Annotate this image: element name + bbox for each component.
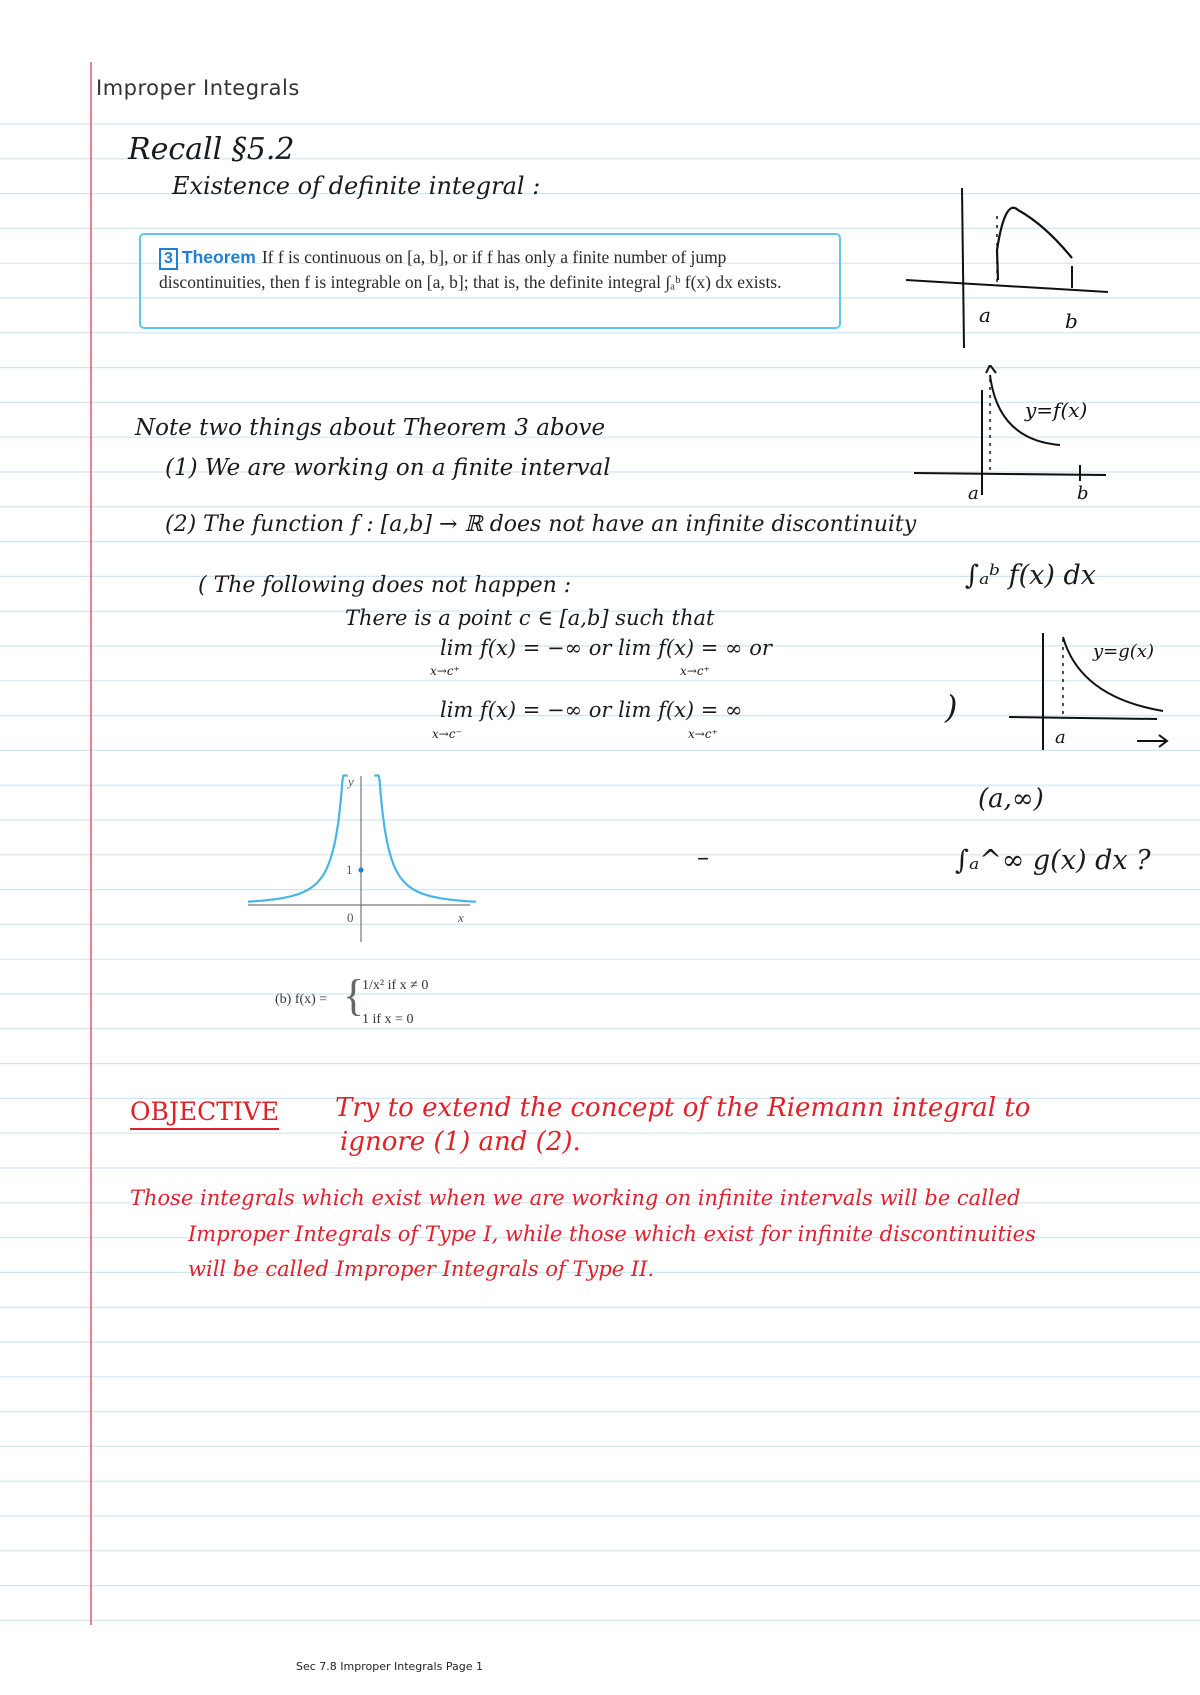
objective-line-2: ignore (1) and (2). [340,1127,581,1157]
note-item-2: (2) The function f : [a,b] → ℝ does not have an infinite discontinuity [165,512,917,537]
theorem-box [139,233,841,329]
figure-y-label: y [348,774,354,789]
lim-sub-1b: x→c⁺ [680,664,710,678]
textbook-figure [248,772,498,942]
graph1-b-label: b [1065,309,1078,333]
page-footer: Sec 7.8 Improper Integrals Page 1 [296,1660,483,1673]
existence-heading: Existence of definite integral : [172,172,541,200]
graph-continuous [900,180,1120,350]
note-item-1: (1) We are working on a finite interval [165,455,611,481]
note-heading: Note two things about Theorem 3 above [135,415,606,441]
objective-line-1: Try to extend the concept of the Riemann integral to [335,1093,1031,1123]
lim-line-1: lim f(x) = −∞ or lim f(x) = ∞ or [440,636,772,660]
figure-case-2: 1 if x = 0 [362,1012,414,1027]
figure-zero-label: 0 [347,910,354,925]
graph-discontinuity [910,365,1120,500]
theorem-label: Theorem [181,247,256,267]
integral-g: ∫ₐ^∞ g(x) dx ? [955,845,1151,876]
graph2-b-label: b [1077,483,1089,500]
interval-text: (a,∞) [978,784,1044,814]
close-paren: ) [945,688,958,726]
definition-line-3: will be called Improper Integrals of Type II. [188,1257,655,1281]
graph2-a-label: a [968,483,979,500]
graph-infinite-interval [1005,625,1185,755]
graph1-a-label: a [979,303,991,327]
figure-case-1: 1/x² if x ≠ 0 [362,978,429,993]
stray-dash: – [697,843,709,871]
objective-label: OBJECTIVE [130,1097,279,1130]
graph3-a-label: a [1055,727,1066,748]
lim-sub-1a: x→c⁺ [430,664,460,678]
right-curve [374,776,476,902]
figure-caption-label: (b) f(x) = [275,992,328,1007]
figure-brace: { [343,971,365,1020]
following-text: ( The following does not happen : [198,573,572,598]
definition-line-2: Improper Integrals of Type I, while those which exist for infinite discontinuities [188,1222,1036,1246]
page-title: Improper Integrals [96,76,300,100]
recall-heading: Recall §5.2 [128,132,295,167]
theorem-number: 3 [159,248,178,270]
graph2-label: y=f(x) [1025,398,1088,422]
lim-line-2: lim f(x) = −∞ or lim f(x) = ∞ [440,698,743,722]
figure-one-label: 1 [346,862,353,877]
definition-line-1: Those integrals which exist when we are working on infinite intervals will be called [130,1186,1021,1210]
theorem-text: If f is continuous on [a, b], or if f has only a finite number of jump discontinuities, then f is integrable on [a, b]; that is, the definite integral ∫ₐᵇ f(x) dx exists. [159,247,782,292]
integral-f: ∫ₐᵇ f(x) dx [965,560,1096,591]
there-is-text: There is a point c ∈ [a,b] such that [345,606,715,630]
lim-sub-2b: x→c⁺ [688,727,718,741]
point-at-zero [358,867,363,872]
left-curve [248,776,348,902]
figure-x-label: x [458,910,464,925]
lim-sub-2a: x→c⁻ [432,727,462,741]
graph3-label: y=g(x) [1093,641,1154,662]
